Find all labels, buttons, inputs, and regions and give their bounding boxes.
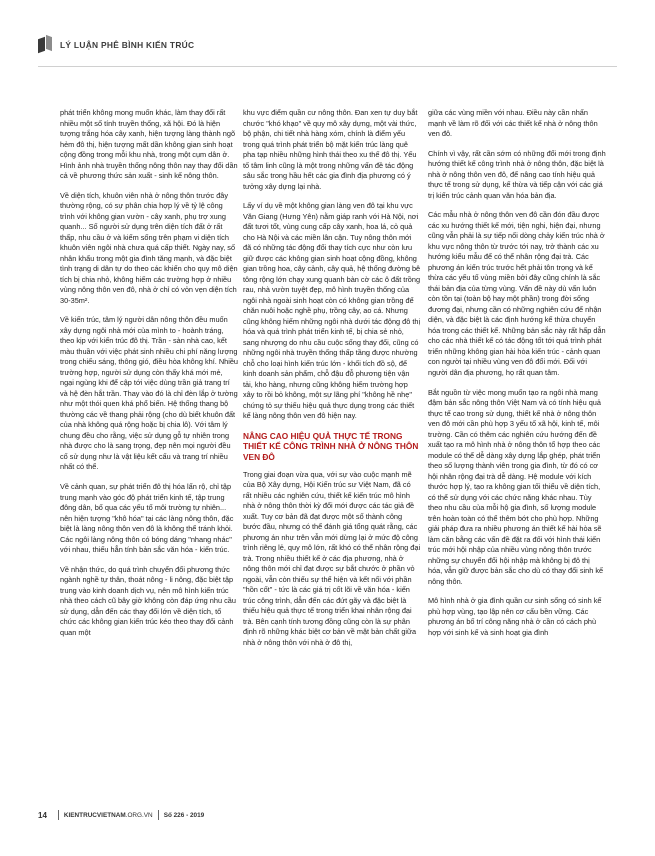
paragraph: Các mẫu nhà ở nông thôn ven đô cần đón đầu được các xu hướng thiết kế mới, tiện nghi, hiện đại, nhưng cũng vẫn phải là sự tiếp nối dòng chảy kiến trúc nhà ở khu vực nông thôn từ trước tới nay, trở thành các xu hướng kiểu mẫu để có thể nhân rộng đại trà. Các phương án kiến trúc trước hết phải tôn trọng và kế thừa các yếu tố vùng miền bởi đây cũng chính là sắc thái bản địa của từng vùng. Vấn đề này dù vấn luôn còn tồn tại (toàn bộ hay một phần) trong đời sống đương đại, nhưng cần có những nghiên cứu để nhận diện, và đặc biệt là các định hướng kế thừa chuyển hóa trong các thiết kế. Những bản sắc này rất hấp dẫn cho các nhà thiết kế có tác động tốt tới quá trình phát triển những không gian hài hòa kiến trúc - cảnh quan con người tại nhiều vùng ven đô đổi mới. Đối với người dân địa phương, họ rất quan tâm.	[428, 210, 606, 377]
header-divider	[38, 66, 617, 67]
paragraph: Về cảnh quan, sự phát triển đô thị hóa lấn rộ, chỉ tập trung mạnh vào góc độ phát triển kinh tế, tập trung đông dân, bố qua các yếu tố môi trường tự nhiên... nên hiện tượng "khô hóa" tại các làng nông thôn, đặc biệt là làng nông thôn ven đô là không thể tránh khỏi. Các ngôi làng nông thôn có bóng dáng "nhang nhác" với nhau, thiếu hẳn tính bản sắc văn hóa - kiến trúc.	[60, 482, 234, 555]
article-column-1	[60, 108, 238, 647]
website-name: KIENTRUCVIETNAM	[63, 811, 126, 819]
article-column-2	[243, 108, 421, 657]
paragraph: Về diện tích, khuôn viên nhà ở nông thôn trước đây thường rộng, có sự phân chia hợp lý về tỷ lệ công trình với không gian vườn - cây xanh, phụ trợ xung quanh... Số người sử dụng trên diện tích đất ở rất thấp, nhu cầu ở và kiếm sống trên phạm vi diện tích khuôn viên ngôi nhà chưa quá cấp thiết. Ngày nay, số nhân khẩu trong một gia đình tăng mạnh, và đặc biệt tình trạng di dân tự do theo các khiến cho quy mô diện tích bị chia nhỏ, không hiếm các trường hợp ở nhiều vùng nông thôn ven đô, nhà ở chỉ có vỏn vẹn diện tích 30-35m².	[60, 190, 238, 305]
paragraph: Mô hình nhà ở gia đình quần cư sinh sống có sinh kế phù hợp vùng, tạo lập nên cơ cấu bền vững. Các phương án bố trí công năng nhà ở cần có cách phù hợp với sinh kế và sinh hoạt gia đình	[428, 596, 602, 637]
issue-number: Số 226 - 2019	[163, 811, 205, 819]
paragraph: khu vực điểm quần cư nông thôn. Đan xen tự duy bắt chước "khó khạo" về quy mô xây dựng, một vài thức, bộ phận, chi tiết nhà hàng xóm, chính là điểm yếu trong quá trình phát triển bộ mặt kiến trúc làng quê pha tạp nhiều những hình thái theo xu thế đô thị. Yếu tố tâm linh cũng là một trong những vấn đề tác động sâu sắc trong hầu hết các gia đình địa phương có ý tưởng xây dựng lại nhà.	[243, 108, 418, 191]
paragraph: Trong giai đoạn vừa qua, với sự vào cuộc mạnh mẽ của Bộ Xây dựng, Hội Kiến trúc sư Việt Nam, đã có rất nhiều các nghiên cứu, thiết kế kiến trúc mô hình nhà ở nông thôn thời kỳ đổi mới được các tác giả đề xuất. Tuy cơ bản đã đạt được một số thành công bước đầu, nhưng có thể đánh giá tổng quát rằng, các phương án như trên vẫn mới dừng lại ở mức độ công trình riêng lẻ, quy mô lớn, rất khó có thể nhân rộng đại trà. Trong nhiều thiết kế ở các địa phương, nhà ở nông thôn mới chỉ đạt được sự bắt chước ở phần vỏ ngoài, vẫn còn thiếu sự thể hiện và kết nối với phần "hồn cốt" - tức là các giá trị cốt lõi về văn hóa - kiến trúc công trình, dẫn đến các đứt gãy và đặc biệt là thiếu hiệu quả thực tế trong triển khai nhân rộng đại trà. Bên cạnh tính tương đồng cũng còn là sự phân định rõ những khác biệt cơ bản về mặt bản chất giữa nhà ở nông thôn với nhà ở đô thị,	[243, 469, 421, 647]
paragraph: Về kiến trúc, tâm lý người dân nông thôn đều muốn xây dựng ngôi nhà mới của mình to - hoành tráng, theo kịp với kiến trúc đô thị. Trần - sàn nhà cao, kết màu thuần với việc phát sinh nhiều chi phí năng lượng trong chiếu sáng, thông gió, điều hòa không khí. Nhiều trường hợp, người sử dụng còn thấy khá mới mẻ, ngại ngùng khi để cập tới việc dùng trần giả trang trí và hệ đèn hắt trần. Thay vào đó là chỉ đèn lắp ở tường như một thói quen khá phổ biến. Hệ thống thang bộ thường các về thang phải rộng (cho dù biết khuôn đất của nhà không quá rộng hoặc bị chia lô). Với tâm lý chung đều cho rằng, việc sử dụng gỗ tự nhiên trong nhà được cho là sang trọng, đẹp nên mọi người đều cố sử dụng như là vật liệu kết cấu và trang trí nhiều nhất có thể.	[60, 315, 239, 472]
page-number: 14	[38, 810, 47, 820]
magazine-website	[64, 812, 153, 819]
paragraph: Về nhận thức, do quá trình chuyển đổi phương thức ngành nghề tự thân, thoát nông - li nông, đặc biệt tập trung vào kinh doanh dịch vụ, nên mô hình kiến trúc nhà theo cách cũ bây giờ không còn đáp ứng nhu cầu sử dụng, dẫn đến các thay đổi lớn về diện tích, tổ chức các không gian kiến trúc kéo theo thay đổi cảnh quan một	[60, 564, 236, 637]
page-footer	[38, 808, 617, 822]
page-header	[38, 34, 194, 56]
article-column-3	[428, 108, 606, 647]
section-title: LÝ LUẬN PHÊ BÌNH KIẾN TRÚC	[60, 40, 195, 50]
paragraph: Lấy ví dụ về một không gian làng ven đô tại khu vực Văn Giang (Hưng Yên) nằm giáp ranh với Hà Nội, nơi đất tươi tốt, vùng cung cấp cây xanh, hoa lá, cỏ quả cho Hà Nội và các miền lân cận. Tuy nông thôn mới đã có những tác động đổi thay tích cực như còn lưu giữ được các không gian sinh hoạt cộng đồng, không gian trồng hoa, cây cảnh, cây quả, hệ thống đường bê tông rộng lớn chạy xung quanh bàn cờ các ô đất trồng rau, nhà vườn tuyệt đẹp, mô hình truyền thống của ngôi nhà ngoài sinh hoạt còn có không gian trồng để chăn nuôi hoặc nghề phụ, trồng cây, ao cá. Nhưng cũng không hiếm những ngôi nhà dưới tác động đô thị hóa và quá trình phát triển kinh tế, bị chia sẻ nhỏ, sang nhượng do nhu cầu cuộc sống thay đổi, cũng có những ngôi nhà truyền thống thấp tầng được nhường chỗ cho loại hình kiến trúc lớn - khối tích đồ sộ, để kinh doanh sản phẩm, chỗ đậu đỗ phương tiện vận tải, kho hàng, nhưng cũng không hiếm trường hợp xây to rồi bỏ không, một sự lãng phí "không hề nhẹ" chứng tỏ sự thiếu hiệu quả thực dụng trong các thiết kế làng nông thôn ven đô hiện nay.	[243, 201, 421, 421]
paragraph: giữa các vùng miền với nhau. Điều này cần nhấn mạnh về làm rõ đối với các thiết kế nhà ở nông thôn ven đô.	[428, 108, 598, 138]
section-heading: NÂNG CAO HIỆU QUẢ THỰC TẾ TRONG THIẾT KẾ CÔNG TRÌNH NHÀ Ở NÔNG THÔN VEN ĐÔ	[243, 430, 419, 463]
paragraph: Bắt nguồn từ việc mong muốn tạo ra ngôi nhà mang đậm bản sắc nông thôn Việt Nam và có tính hiệu quả thực tế cao trong sử dụng, thiết kế nhà ở nông thôn ven đô mới cần phù hợp 3 yếu tố xã hội, kinh tế, môi trường. Cần có thêm các nghiên cứu hướng đến đề xuất tạo ra mô hình nhà ở nông thôn tổ hợp theo các module có thể dễ dàng xây dựng lắp ghép, phát triển theo số lượng thành viên trong gia đình, từ đó có cơ hội nhân rộng đại trà dễ dàng. Hệ module với kích thước hợp lý, tạo ra không gian tối thiểu về diện tích, có thể sử dụng với các chức năng khác nhau. Tùy theo nhu cầu của mỗi hộ gia đình, số lượng module trên hoàn toàn có thể thêm bớt cho phù hợp. Những giải pháp đưa ra nhiều phương án thiết kế hài hòa sẽ làm căn bằng các vấn đề đặt ra đối với hình thái kiến trúc mới hội nhập của nhiều vùng nông thôn trước những sự chuyển đổi hội nhập mà không bị đô thị hóa, vẫn giữ được bản sắc cho dù có thay đổi sinh kế nông thôn.	[428, 387, 604, 586]
magazine-logo-icon	[38, 36, 54, 54]
footer-divider	[58, 810, 59, 820]
website-domain: .ORG.VN	[125, 811, 153, 819]
paragraph: Chính vì vậy, rất cần sớm có những đổi mới trong định hướng thiết kế công trình nhà ở nông thôn, đặc biệt là nhà ở nông thôn ven đô, để nâng cao tính hiệu quả thực tế trong sử dụng, kế thừa và tiếp cận với các giá trị kiến trúc cảnh quan văn hóa bản địa.	[428, 148, 606, 200]
footer-divider	[158, 810, 159, 820]
paragraph: phát triển không mong muốn khác, làm thay đổi rất nhiều một số tính truyền thống, xã hội. Đó là hiện tượng trắng hóa cây xanh, hiện tượng làng thành ngõ hẻm đô thị, hiện tượng mất dần không gian sinh hoạt cộng đồng trong mỗi khu nhà, trong một cụm dân ở. Hình ảnh nhà truyền thống nông thôn nay thay đổi dần cả về phương thức sản xuất - sinh kế nông thôn.	[60, 108, 238, 180]
